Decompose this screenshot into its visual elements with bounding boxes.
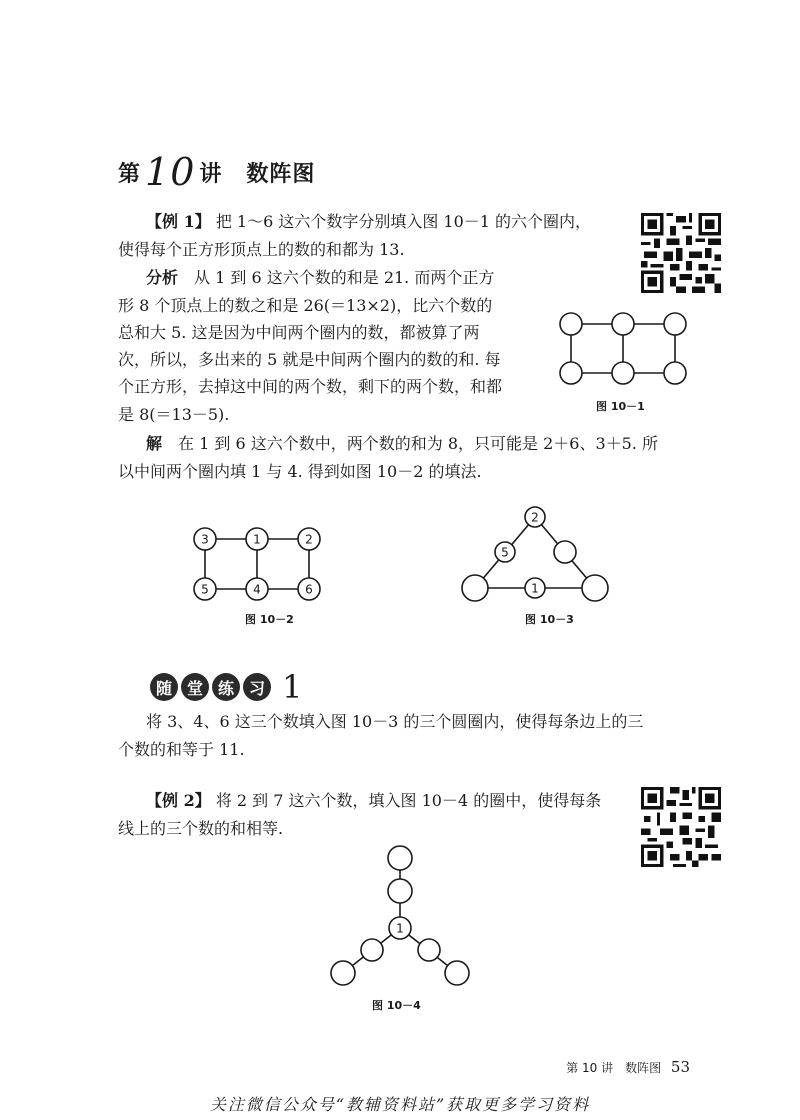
circle-node: [445, 961, 469, 985]
node-label: 1: [253, 532, 261, 547]
figure-10-1: [555, 305, 695, 390]
figure-10-4: [325, 840, 475, 990]
example-1-tag: 【例 1】: [146, 212, 211, 231]
practice-line-2: 个数的和等于 11.: [118, 740, 245, 759]
example-1-line-2: 使得每个正方形顶点上的数的和都为 13.: [118, 240, 405, 259]
practice-line-1: 将 3、4、6 这三个数填入图 10－3 的三个圆圈内，使得每条边上的三: [146, 712, 644, 731]
analysis-line-6: 是 8(＝13－5).: [118, 405, 230, 424]
circle-node: [388, 879, 412, 903]
qr-code-icon: [641, 213, 721, 293]
practice-badge: 随: [150, 673, 178, 701]
circle-node: [664, 313, 686, 335]
practice-header: [150, 668, 303, 706]
chapter-title: 第 10 讲 数阵图: [118, 150, 316, 194]
footer-chapter: 第 10 讲 数阵图: [566, 1061, 662, 1075]
example-2-tag: 【例 2】: [146, 791, 211, 810]
node-label: 2: [305, 532, 313, 547]
circle-node: [331, 961, 355, 985]
circle-node: [612, 362, 634, 384]
node-label: 2: [531, 510, 539, 525]
example-1-line-1: 【例 1】 把 1～6 这六个数字分别填入图 10－1 的六个圈内，: [146, 212, 592, 231]
node-label: 1: [396, 921, 404, 936]
practice-number: 1: [282, 668, 303, 706]
figure-10-4-caption: 图 10－4: [372, 999, 421, 1012]
figure-10-3: [455, 500, 615, 610]
circle-node: [554, 541, 576, 563]
circle-node: [612, 313, 634, 335]
solution-line-2: 以中间两个圈内填 1 与 4. 得到如图 10－2 的填法.: [118, 462, 482, 481]
circle-node: [582, 575, 608, 601]
analysis-line-3: 总和大 5. 这是因为中间两个圈内的数，都被算了两: [118, 323, 480, 342]
chapter-number: 10: [145, 150, 196, 194]
example-2-line-2: 线上的三个数的和相等.: [118, 819, 284, 838]
circle-node: [418, 939, 440, 961]
solution-label: 解: [146, 434, 163, 453]
figure-10-1-caption: 图 10－1: [596, 400, 645, 413]
analysis-line-4: 次，所以，多出来的 5 就是中间两个圈内的数的和. 每: [118, 350, 501, 369]
node-label: 3: [201, 532, 209, 547]
node-label: 6: [305, 582, 313, 597]
circle-node: [560, 313, 582, 335]
circle-node: [361, 939, 383, 961]
analysis-label: 分析: [146, 268, 179, 287]
page-footer: [566, 1058, 690, 1076]
analysis-line-1: 分析 从 1 到 6 这六个数的和是 21. 而两个正方: [146, 268, 495, 287]
practice-badge: 习: [243, 673, 271, 701]
qr-code-icon: [641, 787, 721, 867]
practice-badge: 练: [212, 673, 240, 701]
figure-10-3-caption: 图 10－3: [525, 613, 574, 626]
node-label: 4: [253, 582, 261, 597]
node-label: 1: [531, 581, 539, 596]
circle-node: [560, 362, 582, 384]
circle-node: [664, 362, 686, 384]
node-label: 5: [201, 582, 209, 597]
page-number: 53: [670, 1058, 690, 1076]
circle-node: [388, 846, 412, 870]
figure-10-2-caption: 图 10－2: [245, 613, 294, 626]
solution-line-1: 解 在 1 到 6 这六个数中，两个数的和为 8，只可能是 2＋6、3＋5. 所: [146, 434, 658, 453]
figure-10-2: [185, 520, 325, 605]
chapter-name: 数阵图: [246, 161, 316, 187]
watermark-text: 关注微信公众号“教辅资料站”获取更多学习资料: [209, 1095, 591, 1114]
analysis-line-5: 个正方形，去掉这中间的两个数，剩下的两个数，和都: [118, 377, 503, 396]
circle-node: [462, 575, 488, 601]
practice-badge: 堂: [181, 673, 209, 701]
analysis-line-2: 形 8 个顶点上的数之和是 26(＝13×2)，比六个数的: [118, 296, 493, 315]
example-2-line-1: 【例 2】 将 2 到 7 这六个数，填入图 10－4 的圈中，使得每条: [146, 791, 602, 810]
node-label: 5: [501, 545, 509, 560]
